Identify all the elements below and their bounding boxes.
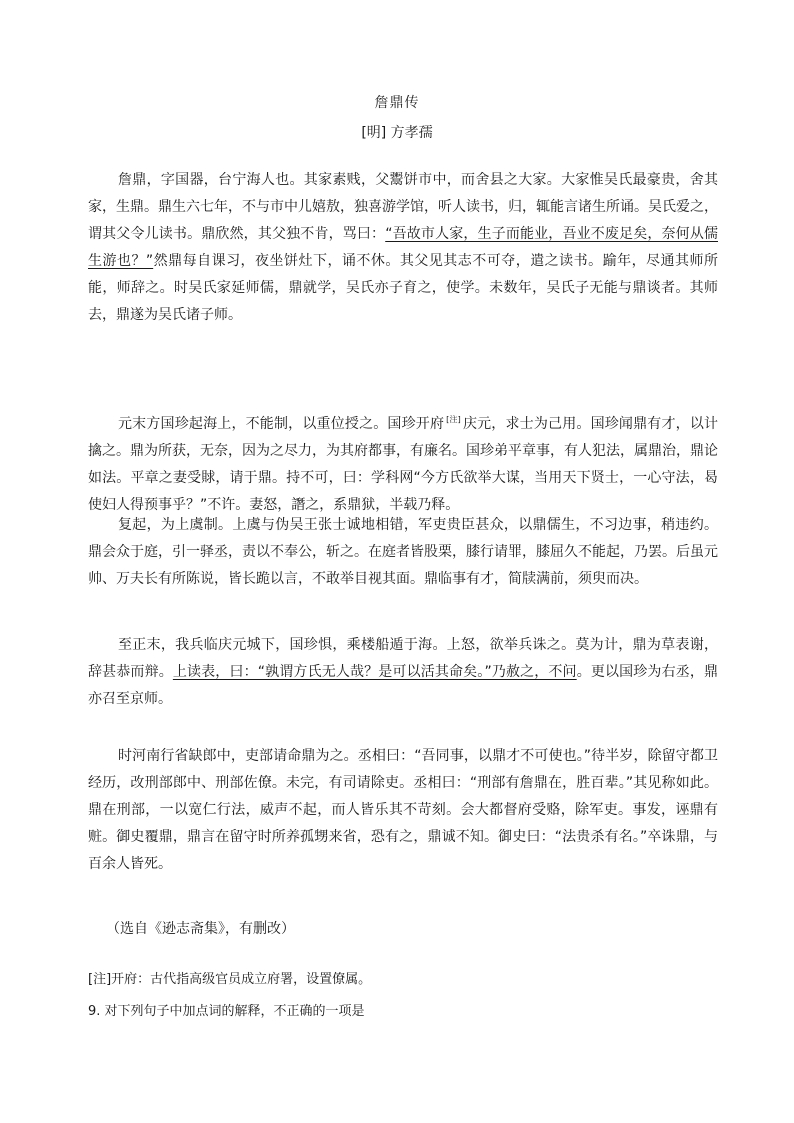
paragraph-4-text-a: 至正末，我兵临庆元城下，国珍惧，乘楼船遁于海。上怒，欲举兵诛之。莫为计，鼎为草表谢，辞甚恭而辩。 — [88, 637, 718, 680]
paragraph-1-text-b: 然鼎每自课习，夜坐饼灶下，诵不休。其父见其志不可夺，遣之读书。踰年，尽通其师所能，师辞之。时吴氏家延师儒，鼎就学，吴氏亦子育之，使学。未数年，吴氏子无能与鼎谈者。其师去，鼎遂为吴氏诸子师。 — [88, 253, 718, 323]
page-title: 詹鼎传 — [374, 95, 420, 111]
source-citation: （选自《逊志斋集》，有删改） — [106, 921, 295, 937]
paragraph-5 — [88, 743, 718, 878]
paragraph-3-text: 复起，为上虞制。上虞与伪吴王张士诚地相错，军吏贵臣甚众，以鼎儒生，不习边事，稍违约。鼎会众于庭，引一驿丞，责以不奉公，斩之。在庭者皆股栗，膝行请罪，膝屈久不能起，乃罢。后虽元帅、万夫长有所陈说，皆长跪以言，不敢举目视其面。鼎临事有才，简牍满前，须臾而决。 — [88, 517, 718, 587]
paragraph-4 — [88, 632, 718, 713]
paragraph-3 — [88, 512, 718, 593]
paragraph-2-text-b: 庆元，求士为己用。国珍闻鼎有才，以计擒之。鼎为所获，无奈，因为之尽力，为其府都事，有廉名。国珍弟平章事，有人犯法，属鼎治，鼎论如法。平章之妻受賕，请于鼎。持不可，曰：学科网“今方氏欲举大谋，当用天下贤士，一心守法，曷使妇人得预事乎？”不许。妻怒，譖之，系鼎狱，半载乃释。 — [88, 416, 719, 513]
paragraph-2 — [88, 406, 718, 519]
footnote: [注]开府：古代指高级官员成立府署，设置僚属。 — [88, 972, 372, 987]
question-9: 9. 对下列句子中加点词的解释，不正确的一项是 — [88, 1004, 365, 1019]
paragraph-1-text-a: 詹鼎，字国器，台宁海人也。其家素贱，父鬻饼市中，而舍县之大家。大家惟吴氏最豪贵，舍其家，生鼎。鼎生六七年，不与市中儿嬉敖，独喜游学馆，听人读书，归，辄能言诸生所诵。吴氏爱之，谓其父令儿读书。鼎欣然，其父独不肯，骂曰： — [88, 172, 718, 242]
author-line: [明] 方孝孺 — [361, 125, 433, 141]
footnote-marker: [注] — [446, 415, 461, 424]
paragraph-4-underlined-sentence: 上读表，曰：“孰谓方氏无人哉？是可以活其命矣。”乃赦之，不问 — [172, 664, 577, 680]
paragraph-1-underlined-quote: “吾故市人家，生子而能业，吾业不废足矣，奈何从儒生游也？” — [88, 226, 718, 269]
paragraph-1 — [88, 167, 718, 329]
paragraph-5-text: 时河南行省缺郎中，吏部请命鼎为之。丞相曰：“吾同事，以鼎才不可使也。”待半岁，除留守都卫经历，改刑部郎中、刑部佐僚。未完，有司请除吏。丞相曰：“刑部有詹鼎在，胜百辈。”其见称如此。鼎在刑部，一以宽仁行法，威声不起，而人皆乐其不苛刻。会大都督府受赂，除军吏。事发，诬鼎有赃。御史覆鼎，鼎言在留守时所养孤甥来省，恐有之，鼎诚不知。御史曰：“法贵杀有名。”卒诛鼎，与百余人皆死。 — [88, 748, 718, 872]
paragraph-4-text-b: 。更以国珍为右丞，鼎亦召至京师。 — [88, 664, 718, 707]
paragraph-2-text-a: 元末方国珍起海上，不能制，以重位授之。国珍开府 — [118, 416, 445, 432]
